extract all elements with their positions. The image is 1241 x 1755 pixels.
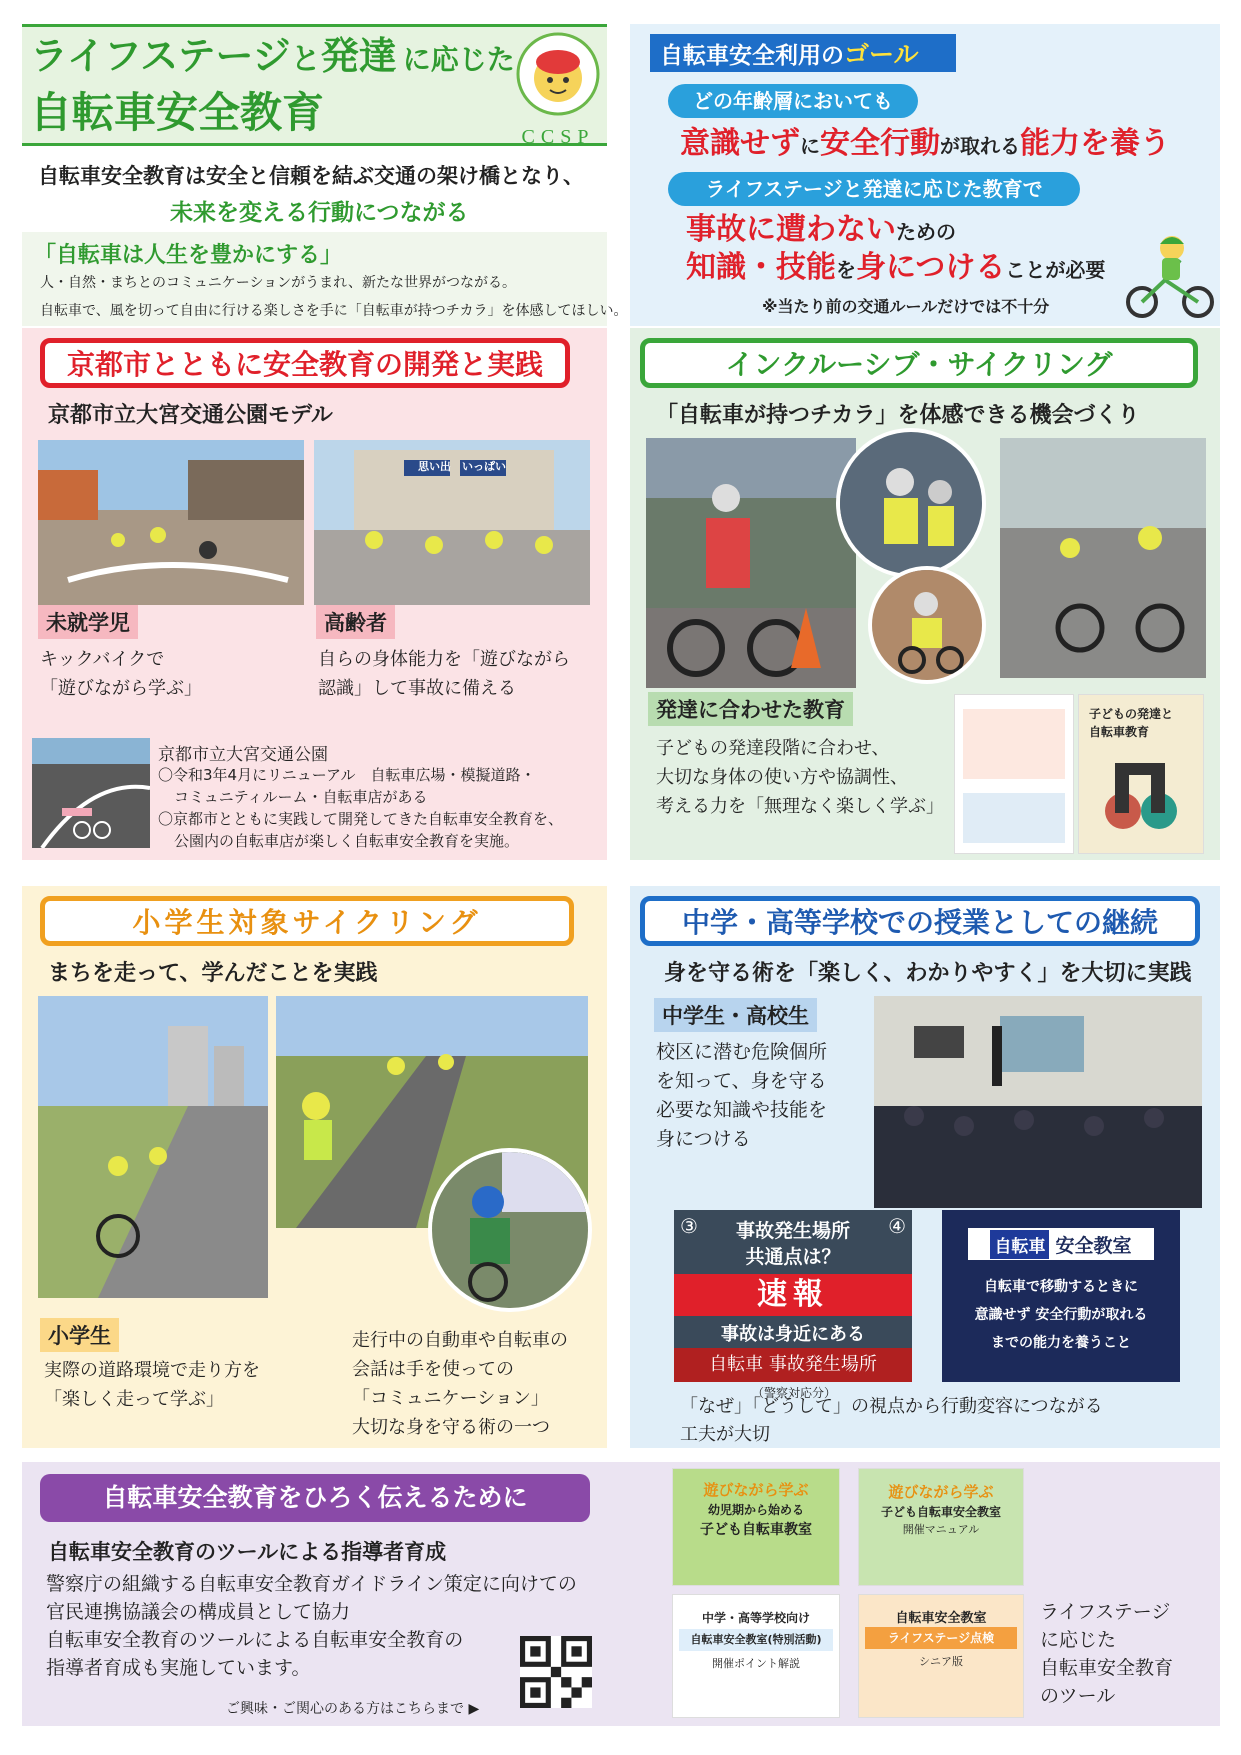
slide-small: （警察対応分） [752, 1386, 837, 1400]
sign-text [418, 458, 506, 474]
slide-num-3: ③ [680, 1214, 698, 1238]
inclusive-text-3: 考える力を「無理なく楽しく学ぶ」 [656, 796, 944, 817]
kyoto-title: 京都市とともに安全教育の開発と実践 [40, 338, 570, 388]
ccsp-mascot-icon [512, 28, 604, 120]
slide-question-1: 事故発生場所 [735, 1220, 850, 1242]
photo-classroom [874, 996, 1202, 1208]
slide-near: 事故は身近にある [721, 1324, 865, 1345]
ccsp-logo [512, 28, 604, 148]
elementary-title: 小学生対象サイクリング [40, 896, 574, 946]
highschool-text-2: を知って、身を守る [656, 1070, 827, 1092]
g1d: が取れる [940, 134, 1020, 158]
elderly-text-2: 認識」して事故に備える [318, 678, 516, 699]
doc3-sub1: 自転車安全教室(特別活動) [679, 1629, 833, 1651]
book-title-1: 子どもの発達と [1089, 707, 1174, 721]
spread-title: 自転車安全教育をひろく伝えるために [40, 1474, 590, 1522]
doc3-sub2: 開催ポイント解説 [712, 1657, 800, 1670]
goal-title-b: ゴール [844, 40, 919, 69]
tool-doc-3[interactable] [672, 1594, 840, 1718]
slide-accident [674, 1210, 912, 1382]
tool-doc-4[interactable] [858, 1594, 1024, 1718]
label-elderly: 高齢者 [316, 605, 395, 639]
contact-label: ご興味・ご関心のある方はこちらまで [226, 1701, 464, 1717]
highschool-note-1: 「なぜ」「どうして」の視点から行動変容につながる [680, 1396, 1103, 1417]
photo-riverside [38, 996, 268, 1298]
inclusive-text-1: 子どもの発達段階に合わせ、 [656, 738, 890, 759]
g2a: 事故に遭わない [686, 212, 896, 247]
doc2-sub1: 子ども自転車安全教室 [880, 1505, 1001, 1519]
photo-preschool [38, 440, 304, 605]
highschool-subtitle: 身を守る術を「楽しく、わかりやすく」を大切に実践 [664, 961, 1192, 986]
quote-body-1: 人・自然・まちとのコミュニケーションがうまれ、新たな世界がつながる。 [40, 275, 516, 291]
g1e: 能力 [1020, 126, 1080, 161]
arrow-right-icon: ▶ [468, 1701, 480, 1717]
g2b: ための [896, 220, 956, 244]
title-development: 発達 [320, 34, 397, 78]
preschool-text-2: 「遊びながら学ぶ」 [40, 678, 202, 699]
label-preschool: 未就学児 [38, 605, 138, 639]
goal-pill-1: どの年齢層においても [668, 84, 918, 118]
slide-num-4: ④ [888, 1214, 906, 1238]
highschool-text-3: 必要な知識や技能を [656, 1099, 828, 1121]
label-elementary: 小学生 [40, 1318, 119, 1352]
lead-line2: 未来を変える行動につながる [170, 200, 469, 226]
highschool-note-2: 工夫が大切 [680, 1424, 770, 1445]
highschool-text-1: 校区に潜む危険個所 [656, 1041, 828, 1063]
photo-circle-top [836, 428, 986, 578]
tools-label-4: のツール [1040, 1685, 1116, 1707]
g1c: 安全行動 [820, 126, 940, 161]
title-life-stage: ライフステージ [30, 34, 291, 78]
doc1-sub1: 幼児期から始める [707, 1503, 804, 1517]
photo-circle-signal [428, 1148, 592, 1312]
tools-label-3: 自転車安全教育 [1040, 1657, 1174, 1679]
elementary-text-6: 大切な身を守る術の一つ [352, 1417, 550, 1438]
elementary-text-5: 「コミュニケーション」 [352, 1388, 549, 1409]
child-cyclist-icon [1120, 230, 1220, 320]
g3c: 身につける [856, 250, 1006, 285]
doc4-sub1: ライフステージ点検 [865, 1627, 1017, 1649]
slide-bottom: 自転車 事故発生場所 [674, 1348, 912, 1382]
spread-text-2: 官民連携協議会の構成員として協力 [46, 1601, 351, 1623]
photo-park [32, 738, 150, 848]
park-info-3: 〇京都市とともに実践して開発してきた自転車安全教育を、 [158, 810, 564, 828]
g3a: 知識・技能 [686, 250, 836, 285]
class-tag [968, 1228, 1154, 1260]
doc4-title: 自転車安全教室 [895, 1611, 987, 1626]
doc-thumb-development [954, 694, 1074, 854]
photo-inclusive-main [646, 438, 856, 688]
page-title-line2: 自転車安全教育 [30, 88, 325, 137]
spread-text-1: 警察庁の組織する自転車安全教育ガイドライン策定に向けての [46, 1573, 577, 1595]
class-tag-2: 安全教室 [1055, 1234, 1132, 1257]
book-bicycle-icon [1101, 755, 1181, 835]
lead-text-1: 自転車安全教育は安全と信頼を結ぶ交通の架け橋となり、 [38, 164, 584, 188]
inclusive-text-2: 大切な身体の使い方や協調性、 [656, 767, 908, 788]
qr-code-icon[interactable] [520, 1636, 592, 1708]
lead-line1 [38, 160, 584, 190]
elementary-text-4: 会話は手を使っての [352, 1359, 514, 1380]
goal-note: ※当たり前の交通ルールだけでは不十分 [762, 297, 1050, 316]
label-highschool: 中学生・高校生 [654, 998, 817, 1032]
tool-doc-1[interactable] [672, 1468, 840, 1586]
elderly-text-1: 自らの身体能力を「遊びながら [318, 649, 570, 670]
contact-text[interactable] [226, 1698, 479, 1718]
highschool-title: 中学・高等学校での授業としての継続 [640, 896, 1200, 946]
inclusive-subtitle: 「自転車が持つチカラ」を体感できる機会づくり [656, 403, 1140, 428]
park-info-4: 公園内の自転車店が楽しく自転車安全教育を実施。 [174, 832, 520, 850]
label-development: 発達に合わせた教育 [648, 692, 853, 726]
elementary-text-3: 走行中の自動車や自転車の [352, 1330, 568, 1351]
doc4-sub2: シニア版 [919, 1655, 963, 1668]
spread-subtitle: 自転車安全教育のツールによる指導者育成 [48, 1540, 447, 1564]
slide-question-2: 共通点は？ [745, 1246, 841, 1268]
park-info-2: コミュニティルーム・自転車店がある [174, 788, 428, 806]
g1f: を養う [1080, 126, 1170, 161]
park-info-1: 〇令和3年4月にリニューアル 自転車広場・模擬道路・ [158, 766, 536, 784]
goal-line-1 [680, 118, 1170, 162]
photo-inclusive-right [1000, 438, 1206, 678]
doc2-title: 遊びながら学ぶ [888, 1483, 994, 1501]
preschool-text-1: キックバイクで [40, 649, 165, 670]
book-title-2: 自転車教育 [1089, 725, 1150, 739]
class-line-1: 自転車で移動するときに [984, 1279, 1138, 1295]
class-line-3: までの能力を養うこと [991, 1335, 1131, 1351]
photo-circle-bottom [868, 566, 986, 684]
goal-title-box [650, 34, 956, 72]
g3b: を [836, 258, 856, 282]
book-cover [1078, 694, 1204, 854]
slide-class [942, 1210, 1180, 1382]
doc1-sub2: 子ども自転車教室 [700, 1522, 812, 1538]
ccsp-logo-text: CCSP [521, 126, 595, 148]
goal-pill-2: ライフステージと発達に応じた教育で [668, 172, 1080, 206]
kyoto-subtitle: 京都市立大宮交通公園モデル [48, 403, 333, 428]
quote-body-2: 自転車で、風を切って自由に行ける楽しさを手に「自転車が持つチカラ」を体感してほしい。 [40, 303, 628, 319]
title-to: と [290, 42, 321, 77]
elementary-subtitle: まちを走って、学んだことを実践 [48, 961, 378, 986]
class-tag-1: 自転車 [990, 1230, 1049, 1259]
goal-line-3 [686, 242, 1105, 286]
g1a: 意識せず [680, 126, 800, 161]
tool-doc-2[interactable] [858, 1468, 1024, 1586]
doc2-sub2: 開催マニュアル [902, 1523, 980, 1536]
title-according: に応じた [402, 43, 515, 76]
tools-label-2: に応じた [1040, 1629, 1117, 1651]
quote-title: 「自転車は人生を豊かにする」 [34, 243, 343, 268]
elementary-text-1: 実際の道路環境で走り方を [44, 1360, 260, 1381]
tools-label-1: ライフステージ [1040, 1601, 1171, 1623]
highschool-text-4: 身につける [656, 1128, 751, 1150]
class-line-2: 意識せず 安全行動が取れる [974, 1307, 1148, 1323]
g1b: に [800, 134, 820, 158]
park-name: 京都市立大宮交通公園 [158, 745, 328, 765]
goal-title-a: 自転車安全利用の [660, 42, 844, 69]
slide-flash: 速報 [674, 1274, 912, 1316]
elementary-text-2: 「楽しく走って学ぶ」 [44, 1389, 224, 1410]
page-title-line1 [30, 34, 515, 82]
sign-1: 思い出 [418, 460, 451, 473]
spread-text-3: 自転車安全教育のツールによる自転車安全教育の [46, 1629, 464, 1651]
g3d: ことが必要 [1005, 258, 1106, 282]
inclusive-title: インクルーシブ・サイクリング [640, 338, 1198, 388]
doc1-title: 遊びながら学ぶ [703, 1481, 809, 1499]
sign-2: いっぱい [462, 460, 506, 473]
doc3-title: 中学・高等学校向け [701, 1611, 810, 1625]
spread-text-4: 指導者育成も実施しています。 [46, 1657, 311, 1679]
